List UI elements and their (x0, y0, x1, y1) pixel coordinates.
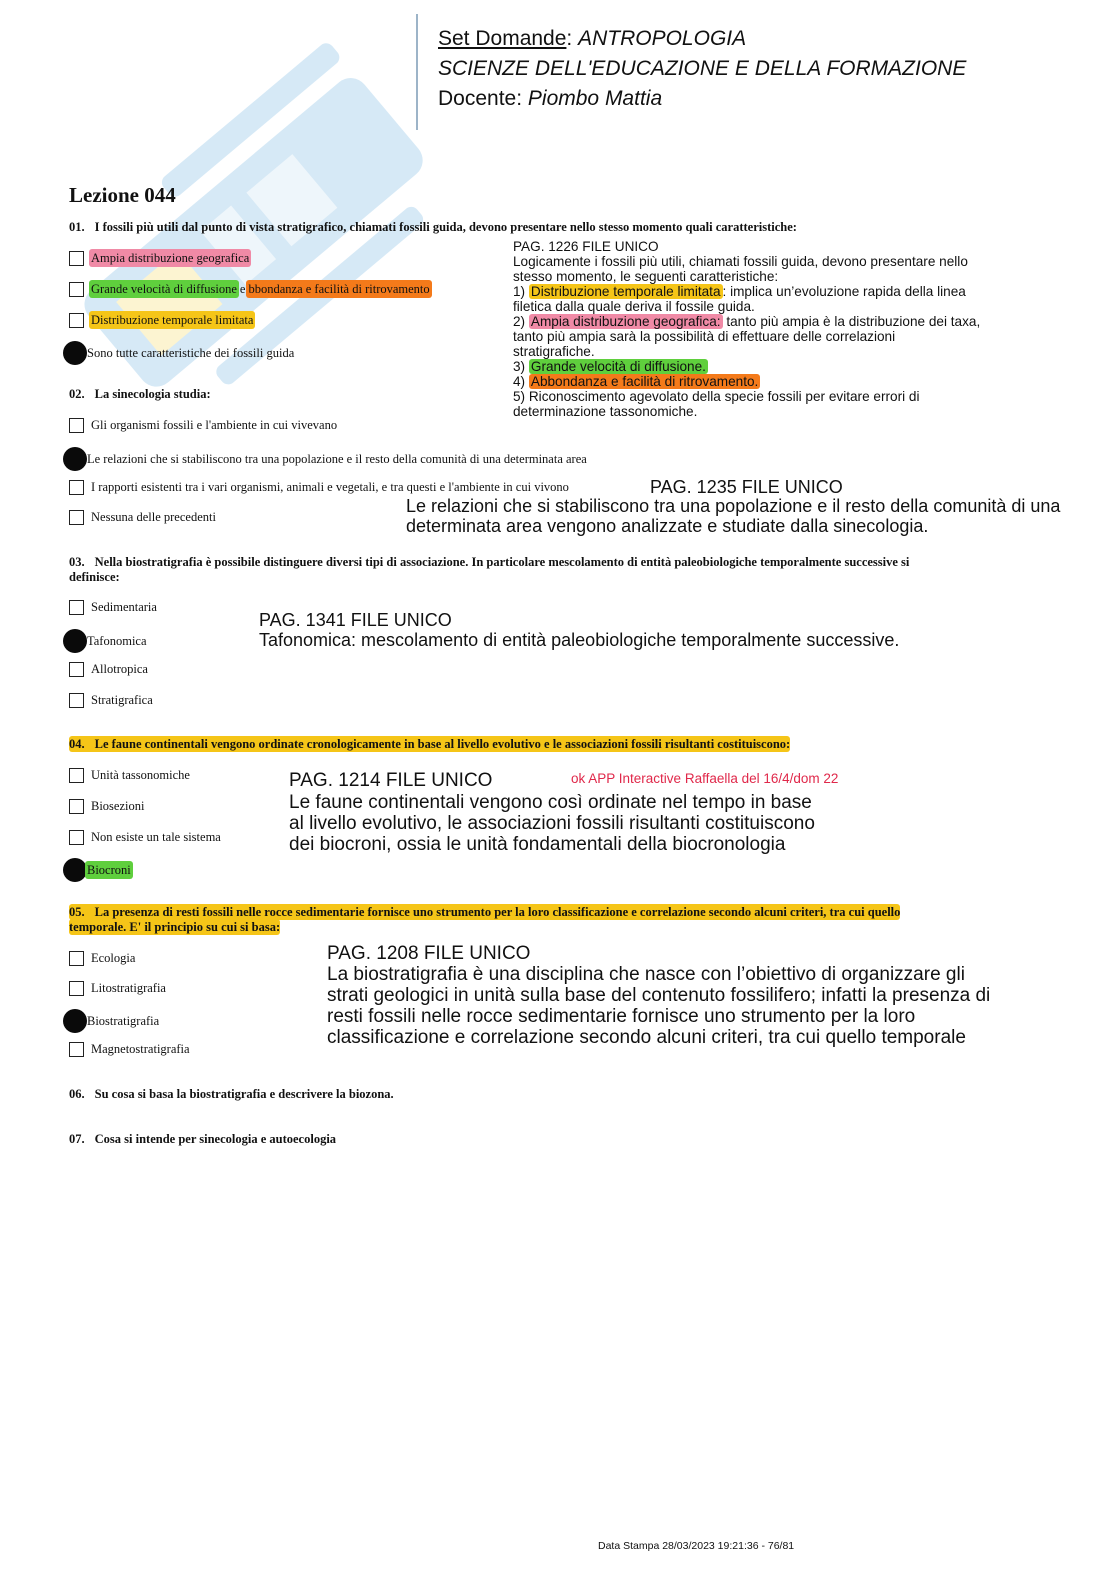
set-value: ANTROPOLOGIA (578, 27, 747, 50)
header-divider (416, 14, 418, 130)
option-q04-d[interactable] (69, 858, 133, 882)
option-label: Ecologia (91, 951, 136, 965)
note-highlight: Ampia distribuzione geografica: (530, 314, 721, 329)
note-q04-ok: ok APP Interactive Raffaella del 16/4/dom 22 (571, 771, 839, 786)
question-03 (69, 555, 1029, 585)
option-label: Stratigrafica (91, 693, 153, 707)
option-label: Unità tassonomiche (91, 768, 190, 782)
note-item-2 (513, 314, 1053, 329)
note-text: : implica un’evoluzione rapida della linea (722, 284, 966, 299)
selected-answer-marker[interactable] (63, 629, 87, 653)
note-ref: PAG. 1226 FILE UNICO (513, 239, 659, 254)
note-item-1 (513, 284, 1053, 299)
note-ref: PAG. 1341 FILE UNICO (259, 610, 452, 630)
option-q02-c[interactable] (69, 478, 571, 496)
question-number: 06. (69, 1087, 85, 1101)
note-item-3 (513, 359, 1053, 374)
question-number: 03. (69, 555, 85, 569)
note-line: determinazione tassonomiche. (513, 404, 698, 419)
note-line: Le faune continentali vengono così ordinate nel tempo in base (289, 792, 812, 813)
question-text: Nella biostratigrafia è possibile distinguere diversi tipi di associazione. In particolare mescolamento di entità paleobiologiche temporalmente successive si (94, 555, 910, 569)
note-q03 (259, 610, 1019, 650)
print-footer: Data Stampa 28/03/2023 19:21:36 - 76/81 (598, 1540, 795, 1552)
note-text: tanto più ampia è la distribuzione dei taxa, (722, 314, 981, 329)
checkbox[interactable] (69, 600, 84, 615)
checkbox[interactable] (69, 418, 84, 433)
note-line: Logicamente i fossili più utili, chiamati fossili guida, devono presentare nello (513, 254, 968, 269)
note-item-num: 1) (513, 284, 526, 299)
option-label: Gli organismi fossili e l'ambiente in cui vivevano (91, 418, 338, 432)
option-q03-d[interactable] (69, 691, 155, 709)
note-line: tanto più ampia sarà la possibilità di effettuare delle correlazioni (513, 329, 896, 344)
question-text: Cosa si intende per sinecologia e autoecologia (94, 1132, 337, 1146)
checkbox[interactable] (69, 251, 84, 266)
option-q03-a[interactable] (69, 598, 159, 616)
question-07 (69, 1132, 1029, 1147)
checkbox[interactable] (69, 313, 84, 328)
teacher-name: Piombo Mattia (527, 87, 663, 110)
course-title: SCIENZE DELL'EDUCAZIONE E DELLA FORMAZIONE (438, 57, 967, 80)
checkbox[interactable] (69, 480, 84, 495)
option-q03-b[interactable] (69, 629, 149, 653)
option-q04-a[interactable] (69, 766, 192, 784)
checkbox[interactable] (69, 1042, 84, 1057)
note-line: filetica dalla quale deriva il fossile guida. (513, 299, 755, 314)
question-04 (69, 737, 1029, 752)
selected-answer-marker[interactable] (63, 1009, 87, 1033)
checkbox[interactable] (69, 768, 84, 783)
option-label: Biosezioni (91, 799, 145, 813)
note-item-num: 3) (513, 359, 526, 374)
option-q04-c[interactable] (69, 828, 223, 846)
checkbox[interactable] (69, 981, 84, 996)
note-line: resti fossili nelle rocce sedimentarie fornisce uno strumento per la loro (327, 1006, 916, 1027)
question-02 (69, 387, 1029, 402)
option-label: Allotropica (91, 662, 148, 676)
option-label: Biostratigrafia (87, 1014, 160, 1028)
question-text: I fossili più utili dal punto di vista stratigrafico, chiamati fossili guida, devono presentare nello stesso momento quali caratteristiche: (94, 220, 797, 234)
question-text: La presenza di resti fossili nelle rocce sedimentarie fornisce uno strumento per la loro classificazione e correlazione secondo alcuni criteri, tra cui quello (94, 905, 901, 919)
option-q02-a[interactable] (69, 416, 339, 434)
option-label: Magnetostratigrafia (91, 1042, 190, 1056)
note-highlight: Grande velocità di diffusione. (530, 359, 706, 374)
note-line: Le relazioni che si stabiliscono tra una popolazione e il resto della comunità di una (406, 496, 1061, 516)
option-label: Distribuzione temporale limitata (91, 313, 254, 327)
option-q02-d[interactable] (69, 508, 218, 526)
checkbox[interactable] (69, 282, 84, 297)
note-line: stesso momento, le seguenti caratteristiche: (513, 269, 779, 284)
question-05 (69, 905, 1029, 935)
option-label: Tafonomica (87, 634, 147, 648)
note-q04-ref: PAG. 1214 FILE UNICO (289, 770, 493, 791)
note-q02-ref: PAG. 1235 FILE UNICO (650, 477, 843, 497)
option-label: Biocroni (87, 863, 131, 877)
note-line: 5) Riconoscimento agevolato della specie fossili per evitare errori di (513, 389, 920, 404)
note-q04 (289, 792, 889, 855)
note-item-num: 2) (513, 314, 526, 329)
question-number: 07. (69, 1132, 85, 1146)
note-item-num: 4) (513, 374, 526, 389)
option-label-join: e (239, 282, 246, 296)
option-q05-b[interactable] (69, 979, 168, 997)
note-line: classificazione e correlazione secondo alcuni criteri, tra cui quello temporale (327, 1027, 966, 1048)
option-q01-c[interactable] (69, 311, 255, 329)
option-label: Sono tutte caratteristiche dei fossili guida (87, 346, 295, 360)
note-highlight: Abbondanza e facilità di ritrovamento. (530, 374, 759, 389)
teacher-label: Docente: (438, 87, 523, 110)
option-q05-d[interactable] (69, 1040, 192, 1058)
option-label: I rapporti esistenti tra i vari organismi, animali e vegetali, e tra questi e l'ambiente in cui vivono (91, 480, 569, 494)
option-label: Non esiste un tale sistema (91, 830, 221, 844)
option-label-part2: bbondanza e facilità di ritrovamento (248, 282, 430, 296)
note-line: Tafonomica: mescolamento di entità paleobiologiche temporalmente successive. (259, 630, 900, 650)
question-text: Le faune continentali vengono ordinate cronologicamente in base al livello evolutivo e le associazioni fossili risultanti costituiscono: (94, 737, 791, 751)
note-line: strati geologici in unità sulla base del contenuto fossilifero; infatti la presenza di (327, 985, 991, 1006)
question-highlight: temporale. E' il principio su cui si basa: (69, 920, 281, 934)
note-ref: PAG. 1208 FILE UNICO (327, 943, 531, 964)
question-text: Su cosa si basa la biostratigrafia e descrivere la biozona. (94, 1087, 394, 1101)
option-label-part1: Grande velocità di diffusione (91, 282, 237, 296)
checkbox[interactable] (69, 693, 84, 708)
option-label: Litostratigrafia (91, 981, 166, 995)
selected-answer-marker[interactable] (63, 447, 87, 471)
checkbox[interactable] (69, 951, 84, 966)
teacher-line (438, 84, 662, 114)
option-q03-c[interactable] (69, 660, 150, 678)
note-line: stratigrafiche. (513, 344, 595, 359)
question-text-continued: definisce: (69, 570, 120, 584)
note-line: determinata area vengono analizzate e studiate dalla sinecologia. (406, 516, 929, 536)
option-q05-c[interactable] (69, 1009, 161, 1033)
option-q02-b[interactable] (69, 447, 589, 471)
option-label: Sedimentaria (91, 600, 157, 614)
option-q05-a[interactable] (69, 949, 137, 967)
checkbox[interactable] (69, 662, 84, 677)
note-line: al livello evolutivo, le associazioni fossili risultanti costituiscono (289, 813, 815, 834)
question-highlight (69, 904, 900, 920)
note-highlight: Distribuzione temporale limitata (530, 284, 721, 299)
checkbox[interactable] (69, 799, 84, 814)
option-label: Nessuna delle precedenti (91, 510, 216, 524)
option-q01-b[interactable] (69, 280, 432, 298)
note-q05 (327, 943, 1087, 1048)
question-highlight (69, 736, 790, 752)
question-number: 01. (69, 220, 85, 234)
note-line: La biostratigrafia è una disciplina che nasce con l’obiettivo di organizzare gli (327, 964, 965, 985)
selected-answer-marker[interactable] (63, 341, 87, 365)
selected-answer-marker[interactable] (63, 858, 87, 882)
question-number: 04. (69, 737, 85, 751)
note-line: dei biocroni, ossia le unità fondamentali della biocronologia (289, 834, 786, 855)
checkbox[interactable] (69, 830, 84, 845)
note-q02 (406, 496, 1096, 536)
question-01 (69, 220, 1029, 235)
set-title: Set Domande: ANTROPOLOGIA (438, 27, 747, 50)
question-06 (69, 1087, 1029, 1102)
option-label: Ampia distribuzione geografica (91, 251, 250, 265)
set-label: Set Domande (438, 27, 567, 50)
option-q01-a[interactable] (69, 249, 251, 267)
option-label: Le relazioni che si stabiliscono tra una popolazione e il resto della comunità di una determinata area (87, 452, 587, 466)
option-q04-b[interactable] (69, 797, 146, 815)
option-q01-d[interactable] (69, 341, 296, 365)
checkbox[interactable] (69, 510, 84, 525)
lesson-title: Lezione 044 (69, 183, 176, 207)
question-text: La sinecologia studia: (94, 387, 211, 401)
question-number: 02. (69, 387, 85, 401)
question-number: 05. (69, 905, 85, 919)
